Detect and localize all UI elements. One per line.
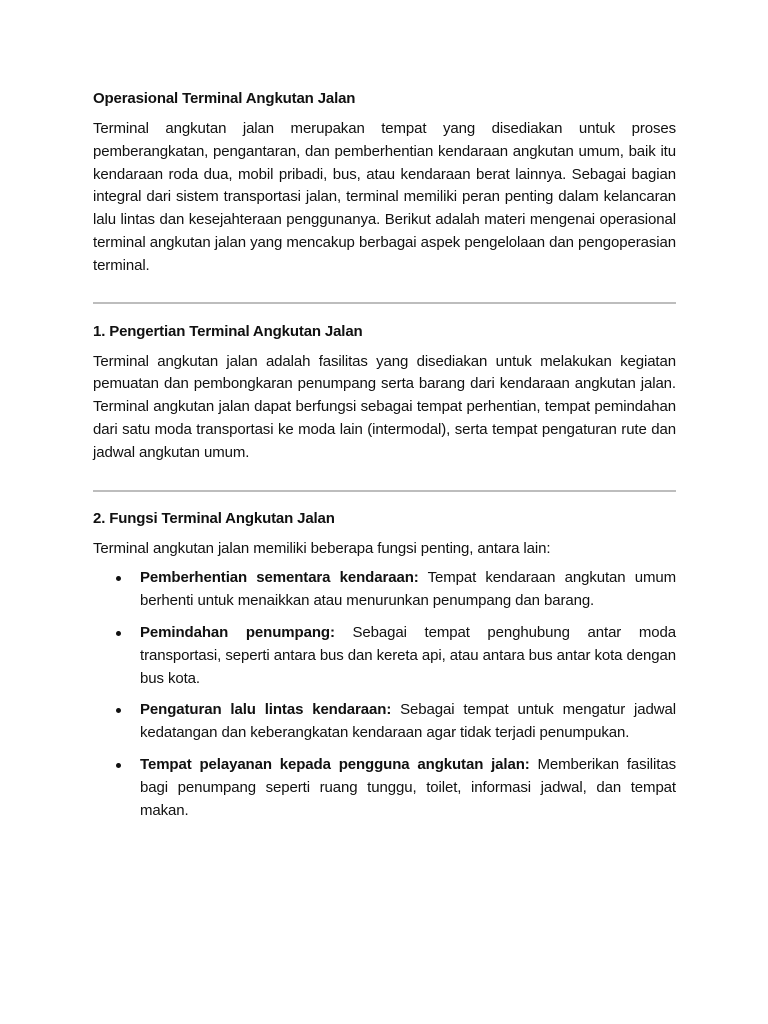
bullet-icon	[116, 576, 121, 581]
function-list	[93, 567, 676, 822]
bullet-icon	[116, 763, 121, 768]
list-item-text: Memberikan fasilitas bagi penumpang seperti ruang tunggu, toilet, informasi jadwal, dan tempat makan.	[140, 755, 676, 819]
list-item-term: Pemindahan penumpang:	[140, 623, 335, 641]
list-item-text: Sebagai tempat penghubung antar moda transportasi, seperti antara bus dan kereta api, atau antara bus antar kota dengan bus kota.	[140, 623, 676, 687]
list-item	[93, 699, 676, 745]
section-1-paragraph: Terminal angkutan jalan adalah fasilitas yang disediakan untuk melakukan kegiatan pemuatan dan pembongkaran penumpang serta barang dari kendaraan angkutan jalan. Terminal angkutan jalan dapat berfungsi sebagai tempat perhentian, tempat pemindahan dari satu moda transportasi ke moda lain (intermodal), serta tempat pengaturan rute dan jadwal angkutan umum.	[93, 352, 676, 461]
list-item-text: Sebagai tempat untuk mengatur jadwal kedatangan dan keberangkatan kendaraan agar tidak terjadi penumpukan.	[140, 701, 676, 742]
list-item	[93, 622, 676, 690]
section-divider	[93, 302, 676, 304]
list-item-term: Pemberhentian sementara kendaraan:	[140, 569, 419, 587]
section-2-intro: Terminal angkutan jalan memiliki beberapa fungsi penting, antara lain:	[93, 539, 551, 557]
intro-paragraph: Terminal angkutan jalan merupakan tempat yang disediakan untuk proses pemberangkatan, pengantaran, dan pemberhentian kendaraan angkutan umum, baik itu kendaraan roda dua, mobil pribadi, bus, atau kendaraan berat lainnya. Sebagai bagian integral dari sistem transportasi jalan, terminal memiliki peran penting dalam kelancaran lalu lintas dan kesejahteraan penggunanya. Berikut adalah materi mengenai operasional terminal angkutan jalan yang mencakup berbagai aspek pengelolaan dan pengoperasian terminal.	[93, 120, 676, 274]
section-1-heading: 1. Pengertian Terminal Angkutan Jalan	[93, 322, 363, 340]
list-item	[93, 754, 676, 822]
list-item-term: Pengaturan lalu lintas kendaraan:	[140, 701, 392, 719]
bullet-icon	[116, 708, 121, 713]
list-item-term: Tempat pelayanan kepada pengguna angkutan jalan:	[140, 755, 530, 773]
list-item-text: Tempat kendaraan angkutan umum berhenti untuk menaikkan atau menurunkan penumpang dan barang.	[140, 569, 676, 610]
bullet-icon	[116, 631, 121, 636]
section-divider	[93, 490, 676, 492]
list-item	[93, 567, 676, 613]
document-title: Operasional Terminal Angkutan Jalan	[93, 90, 356, 107]
section-2-heading: 2. Fungsi Terminal Angkutan Jalan	[93, 509, 335, 527]
